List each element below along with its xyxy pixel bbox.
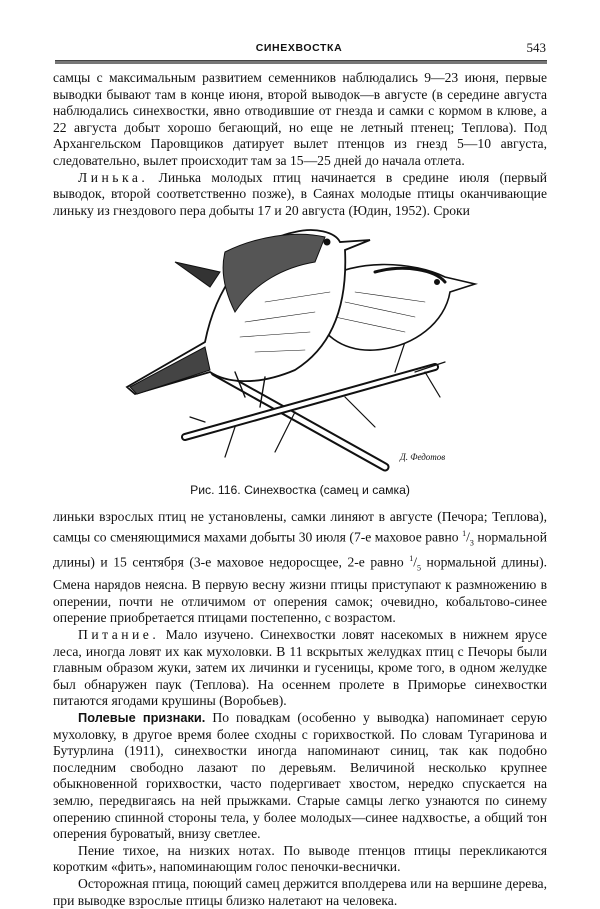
section-heading-molt: Линька.: [78, 169, 149, 185]
paragraph-text: нормальной длины) и 15 сентября (3-е маховое недоросщее, 2-е равно: [53, 529, 547, 570]
text-block-top: [53, 70, 547, 219]
fraction-numerator: 1: [462, 528, 467, 538]
paragraph-behavior: Осторожная птица, поющий самец держится вполдерева или на вершине дерева, при выводке взрослые птицы близко налетают на человека.: [53, 875, 547, 908]
fraction-denominator: 5: [416, 563, 421, 573]
paragraph-song: Пение тихое, на низких нотах. По выводе птенцов птицы перекликаются коротким «фить», напоминающим голос пеночки-веснички.: [53, 842, 547, 875]
paragraph-text: Мало изучено. Синехвостки ловят насекомых в нижнем ярусе леса, иногда ловят их как мухоловки. В 11 вскрытых желудках птиц с Печоры были главным образом жуки, затем их личинки и гусеницы, кроме того, в одном желудке был обнаружен паук (Теплова). На осеннем пролете в Приморье синехвостки питаются ягодами крушины (Воробьев).: [53, 627, 547, 709]
header-rule: [55, 60, 547, 64]
section-heading-field-marks: Полевые признаки.: [78, 710, 206, 726]
text-block-bottom: [53, 509, 547, 909]
paragraph-molt: [53, 170, 547, 220]
fraction-numerator: 1: [409, 554, 414, 564]
figure-caption: Рис. 116. Синехвостка (самец и самка): [190, 483, 410, 497]
fraction-denominator: 3: [469, 537, 474, 547]
paragraph-text: По повадкам (особенно у выводка) напоминает серую мухоловку, в другое время более сходны с горихвосткой. По словам Тугаринова и Бутурлина (1911), синехвостки иногда напоминают синиц, так как подобно последним свободно лазают по деревьям. Величиной несколько крупнее обыкновенной горихвостки, часто подергивает хвостом, нередко спускается на землю, передвигаясь на ней прыжками. Старые самцы легко узнаются по синему оперению спинной стороны тела, у более молодых—синее надхвостье, а общий тон оперения буроватый, внизу светлее.: [53, 710, 547, 842]
page-number: 543: [526, 40, 546, 55]
paragraph-text: нормальной длины). Смена нарядов неясна. В первую весну жизни птицы приступают к размножению в оперении, почти не отличимом от оперения самок; очевидно, кобальтово-синее оперение приобретается птицами постепенно, с возрастом.: [53, 554, 547, 626]
paragraph-molt-cont: линьки взрослых птиц не установлены, самки линяют в августе (Печора; Теплова), самцы со сменяющимися махами добыты 30 июля (7-е маховое равно $^1/_3$ нормальной длины) и 15 сентября (3-е маховое недоросщее, 2-е равно $^1/_5$ нормальной длины). Смена нарядов неясна. В первую весну жизни птицы приступают к размножению в оперении, почти не отличимом от оперения самок; очевидно, кобальтово-синее оперение приобретается птицами постепенно, с возрастом.: [53, 509, 547, 626]
page-header: [52, 40, 546, 60]
artist-signature: Д. Федотов: [400, 452, 446, 462]
bluetail-birds-drawing: [115, 222, 490, 472]
paragraph-diet: [53, 627, 547, 710]
paragraph: самцы с максимальным развитием семенников наблюдались 9—23 июня, первые выводки бывают там в конце июня, второй выводок—в августе (в середине августа наблюдались синехвостки, явно отводившие от гнезда и самки с кормом в клюве, а 22 августа добыт хорошо бегающий, но еще не летный птенец; Теплова). Под Архангельском Паровщиков датирует вылет птенцов из гнезд 5—10 августа, следовательно, вылет происходит там за 15—25 дней до начала отлета.: [53, 70, 547, 168]
paragraph-text: Линька молодых птиц начинается в средине июля (первый выводок, второй соответственно позже), в Саянах молодые птицы оканчивающие линьку из гнездового пера добыты 17 и 20 августа (Юдин, 1952). Сроки: [53, 169, 547, 218]
bird-illustration: [115, 222, 490, 472]
section-heading-diet: Питание.: [78, 627, 160, 643]
paragraph-field-marks: [53, 710, 547, 843]
running-head: СИНЕХВОСТКА: [255, 42, 343, 54]
paragraph-text: линьки взрослых птиц не установлены, самки линяют в августе (Печора; Теплова), самцы со сменяющимися махами добыты 30 июля (7-е маховое равно: [53, 509, 547, 545]
